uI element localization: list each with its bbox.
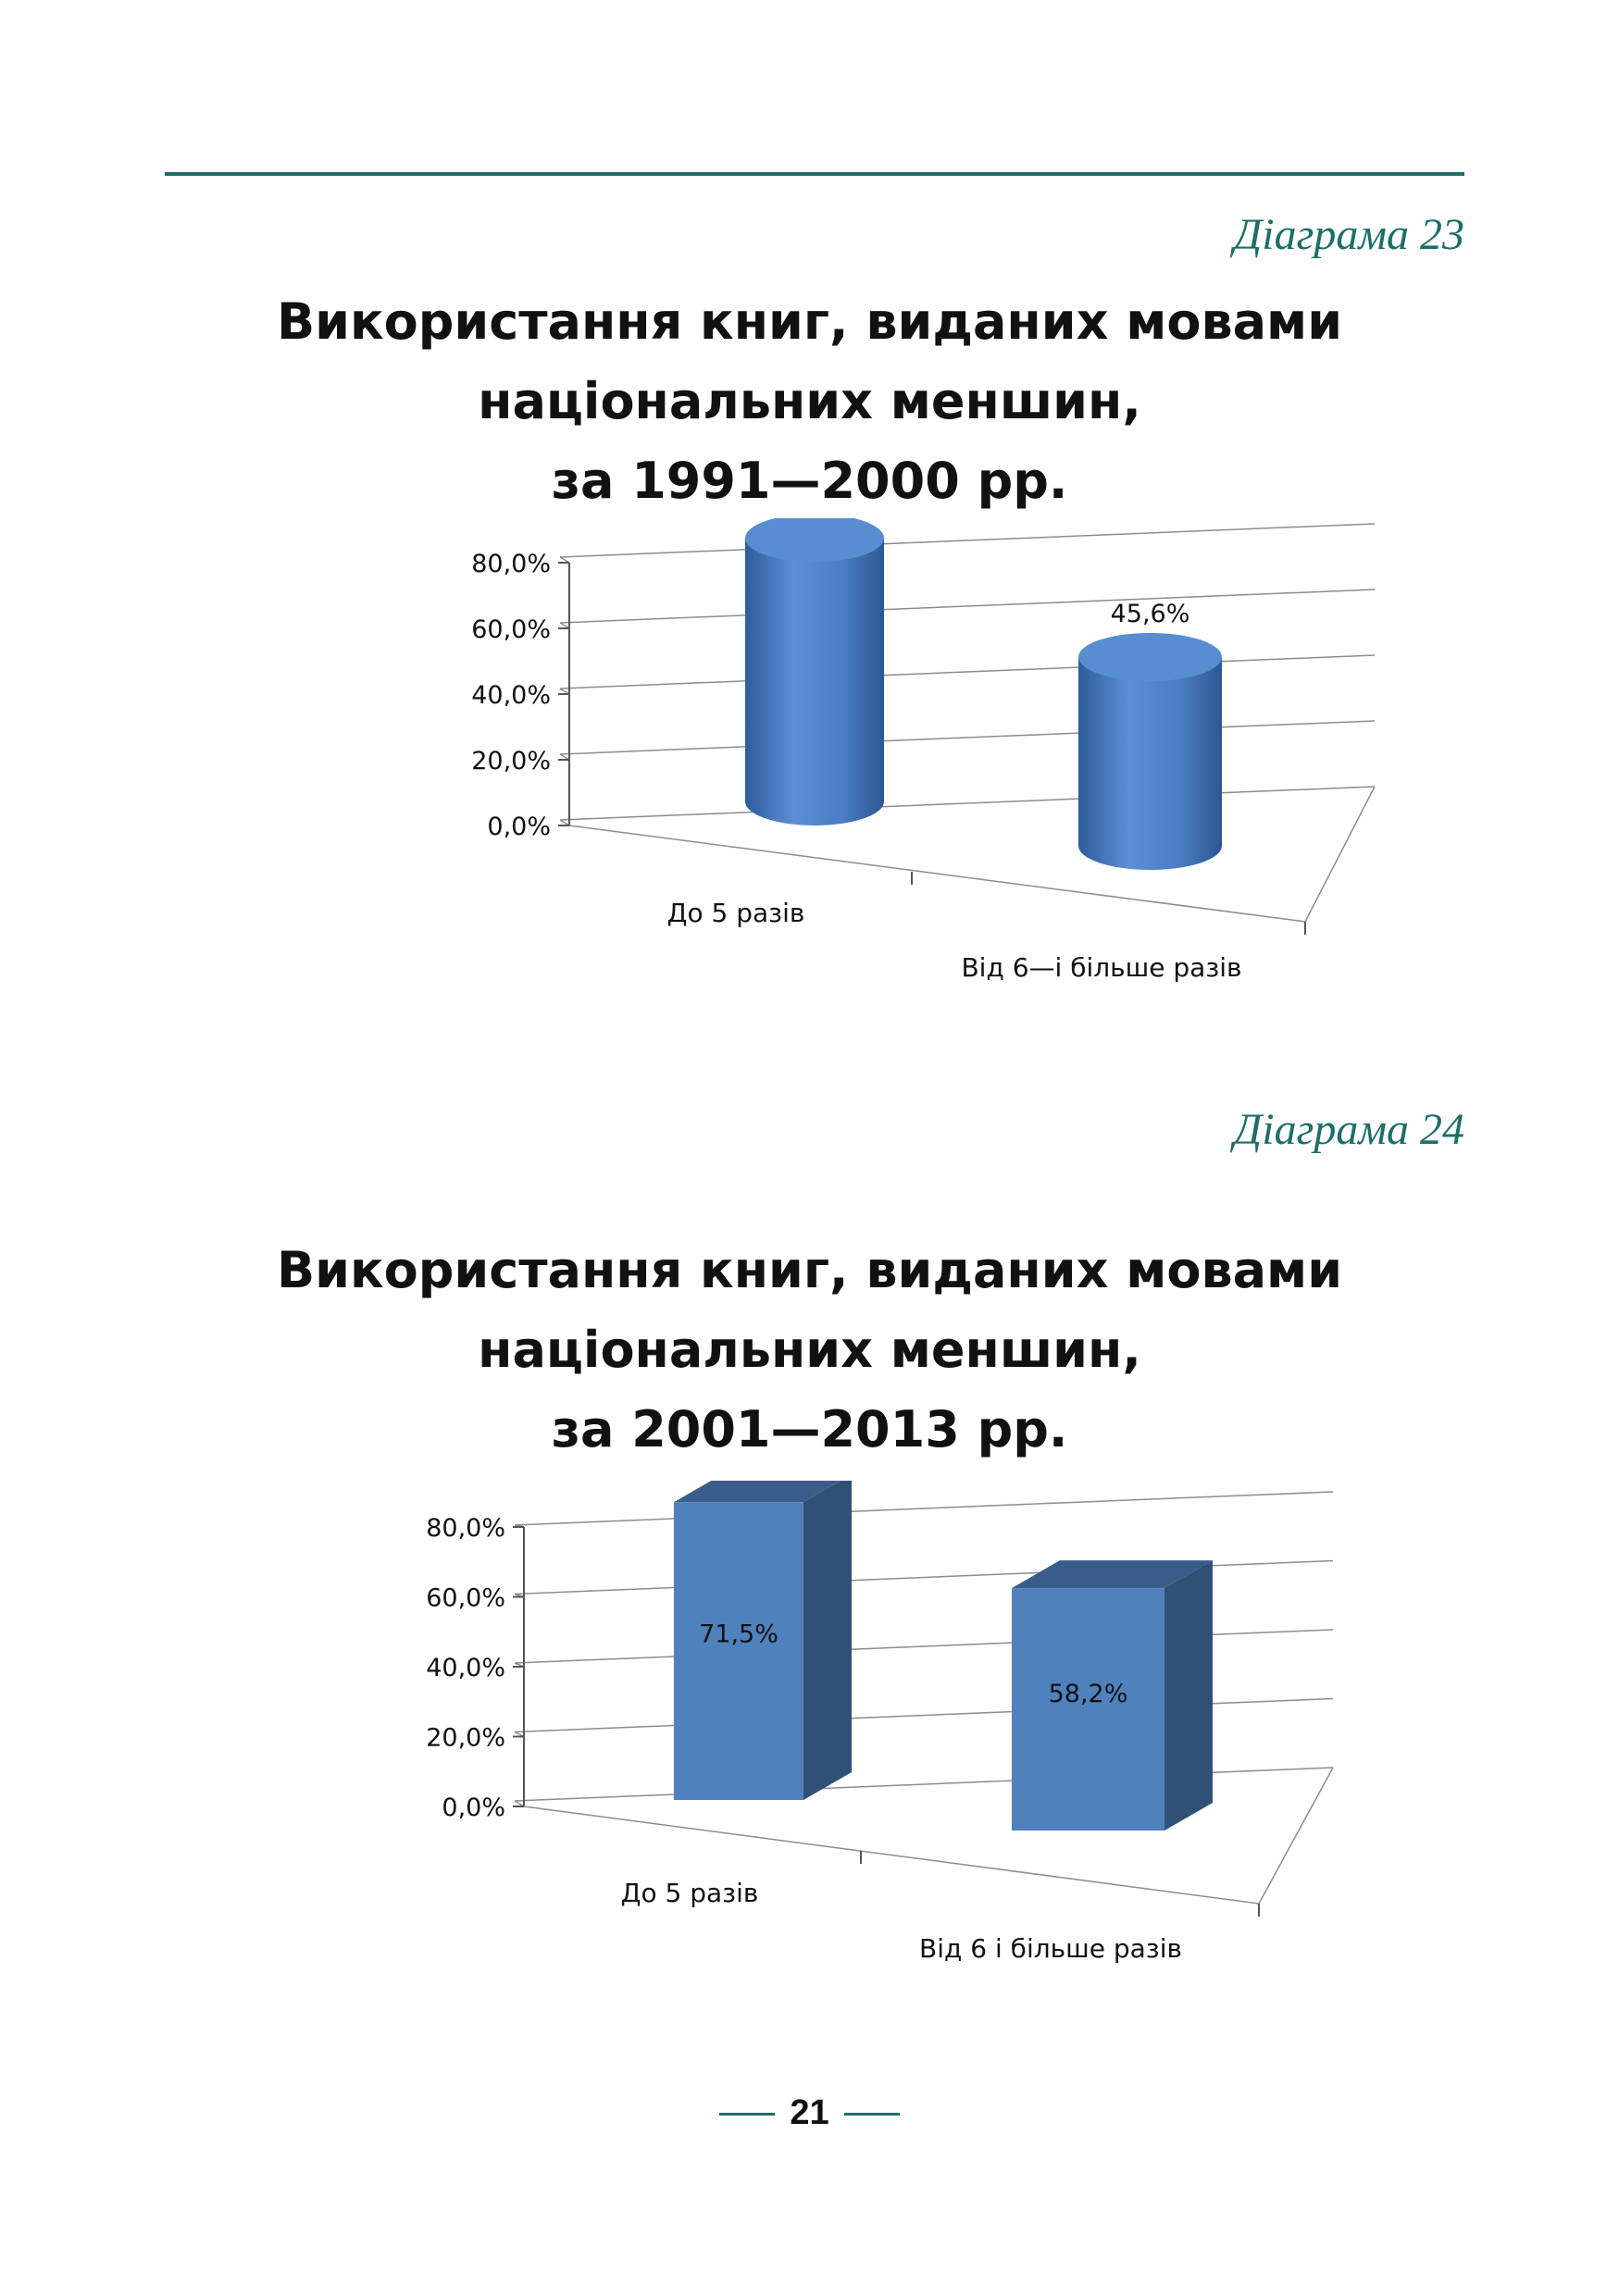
c24-y-tick-label: 20,0%: [426, 1723, 505, 1753]
c24-bar-side: [1164, 1560, 1213, 1831]
chart-24-title-line-2: національних меншин,: [478, 1321, 1141, 1379]
chart-23-title-line-1: Використання книг, виданих мовами: [276, 292, 1343, 351]
c24-bar-side: [803, 1481, 852, 1800]
page-number-value: 21: [790, 2093, 829, 2132]
c23-bar: [745, 538, 884, 825]
c23-gridline: [560, 787, 1375, 820]
page-number-dash-right: [844, 2113, 900, 2116]
c23-y-tick-label: 0,0%: [487, 813, 551, 841]
c24-gridline: [515, 1492, 1333, 1525]
chart-24-title-line-1: Використання книг, виданих мовами: [276, 1241, 1343, 1299]
c23-y-tick-label: 40,0%: [471, 681, 551, 710]
page-number: [0, 2093, 1619, 2133]
chart-23-title-line-3: за 1991—2000 рр.: [551, 452, 1068, 510]
c24-y-tick-label: 80,0%: [426, 1514, 505, 1543]
c23-gridline: [560, 721, 1375, 754]
c23-y-tick-label: 20,0%: [471, 747, 551, 776]
c23-category-label: До 5 разів: [666, 898, 805, 928]
c24-category-label: До 5 разів: [620, 1878, 759, 1908]
c24-bar: [1012, 1588, 1164, 1831]
c23-gridline: [560, 655, 1375, 689]
header-rule: [165, 172, 1464, 176]
c23-bar-top: [1078, 633, 1222, 681]
chart-23-title: [0, 282, 1619, 521]
c23-gridline: [560, 524, 1375, 557]
c24-y-tick-label: 40,0%: [426, 1654, 505, 1682]
c23-y-tick-label: 80,0%: [471, 550, 551, 578]
c24-value-label: 71,5%: [699, 1620, 778, 1649]
chart-24: [0, 1481, 1619, 1980]
c24-value-label: 58,2%: [1048, 1680, 1128, 1709]
c23-y-tick-label: 60,0%: [471, 615, 551, 644]
c24-bar: [674, 1502, 803, 1800]
diagram-24-label: Діаграма 24: [1233, 1105, 1464, 1154]
c24-category-label: Від 6 і більше разів: [919, 1933, 1182, 1964]
c23-gridline: [560, 590, 1375, 623]
chart-23-title-line-2: національних меншин,: [478, 372, 1141, 430]
page-number-dash-left: [719, 2113, 775, 2116]
chart-24-title: [0, 1231, 1619, 1470]
chart-23: [0, 518, 1619, 1018]
chart-24-title-line-3: за 2001—2013 рр.: [551, 1400, 1068, 1458]
diagram-23-label: Діаграма 23: [1233, 210, 1464, 259]
c23-value-label: 45,6%: [1110, 599, 1190, 628]
c23-category-label: Від 6—і більше разів: [961, 952, 1242, 983]
c24-y-tick-label: 60,0%: [426, 1583, 505, 1613]
c24-y-tick-label: 0,0%: [442, 1793, 505, 1822]
c23-bar: [1078, 657, 1222, 870]
